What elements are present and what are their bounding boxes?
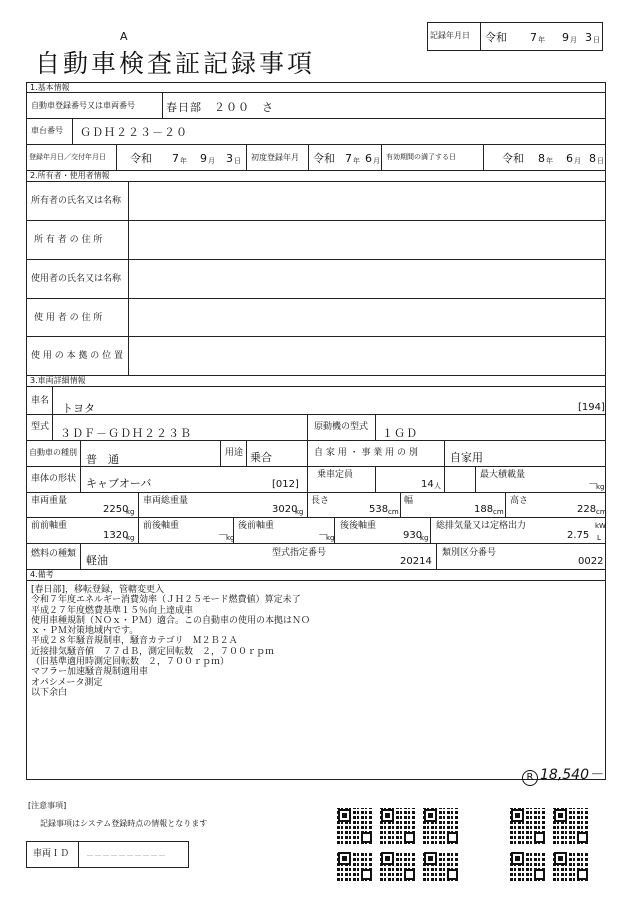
rear-rear-axle-value: 930 bbox=[403, 530, 423, 541]
width-value: 188 bbox=[474, 504, 494, 515]
reg-no-value: 春日部 ２００ さ bbox=[166, 101, 274, 114]
qr-code bbox=[337, 851, 373, 881]
kind-value: 普 通 bbox=[86, 453, 119, 466]
category-label: 類別区分番号 bbox=[442, 548, 497, 558]
sheet-mark: A bbox=[120, 30, 128, 43]
weight-label: 車両重量 bbox=[31, 496, 68, 506]
reg-date-label: 登録年月日／交付年月日 bbox=[29, 153, 106, 161]
owner-name-label: 所有者の氏名又は名称 bbox=[31, 196, 122, 206]
expiry-label: 有効期間の満了する日 bbox=[386, 153, 456, 161]
capacity-label: 乗車定員 bbox=[317, 470, 354, 480]
chassis-value: ＧＤＨ２２３－２０ bbox=[80, 126, 188, 139]
front-rear-axle-unit: kg bbox=[226, 534, 235, 542]
displacement-unit-kw: kW bbox=[595, 522, 606, 530]
remarks-line: オパシメータ測定 bbox=[31, 677, 103, 688]
remarks-line: 平成２８年騒音規制車，騒音カテゴリ Ｍ２Ｂ２Ａ bbox=[31, 636, 238, 647]
qr-code bbox=[510, 851, 546, 881]
displacement-unit-l: L bbox=[597, 534, 601, 542]
displacement-label: 総排気量又は定格出力 bbox=[436, 521, 527, 531]
shape-code: [012] bbox=[272, 479, 299, 490]
qr-code bbox=[423, 851, 459, 881]
section-2-heading: 2.所有者・使用者情報 bbox=[30, 171, 110, 180]
front-front-axle-label: 前前軸重 bbox=[31, 521, 68, 531]
qr-code bbox=[553, 808, 589, 844]
qr-code bbox=[380, 808, 416, 844]
rear-front-axle-unit: kg bbox=[326, 534, 335, 542]
rear-front-axle-label: 後前軸重 bbox=[238, 521, 275, 531]
designation-label: 型式指定番号 bbox=[272, 548, 327, 558]
section-3-heading: 3.車両詳細情報 bbox=[30, 376, 86, 385]
remarks-line: 平成２７年度燃費基準１５％向上達成車 bbox=[31, 605, 194, 616]
purpose-label: 自 家 用 ・ 事 業 用 の 別 bbox=[314, 448, 418, 458]
page-title: 自動車検査証記録事項 bbox=[35, 49, 316, 78]
chassis-label: 車台番号 bbox=[31, 126, 63, 135]
vehicle-id-value: －－－－－－－－－－ bbox=[86, 851, 166, 860]
length-unit: cm bbox=[388, 508, 399, 516]
qr-code bbox=[553, 851, 589, 881]
maker-label: 車名 bbox=[31, 396, 50, 406]
front-front-axle-unit: kg bbox=[126, 534, 135, 542]
qr-code bbox=[380, 851, 416, 881]
engine-value: １ＧＤ bbox=[382, 427, 418, 440]
vehicle-id-label: 車両ＩＤ bbox=[33, 849, 70, 859]
rear-front-axle-value: － bbox=[318, 530, 328, 541]
first-reg-label: 初度登録年月 bbox=[251, 153, 299, 162]
stamp-letter: R bbox=[526, 772, 534, 783]
engine-label: 原動機の型式 bbox=[314, 422, 369, 432]
remarks-line: 近接排気騒音値 ７７ｄＢ，測定回転数 ２，７００ｒｐｍ bbox=[31, 646, 275, 657]
notice-heading: [注意事項] bbox=[28, 801, 67, 810]
max-load-value: － bbox=[588, 479, 598, 490]
qr-code bbox=[510, 808, 546, 844]
notice-text: 記録事項はシステム登録時点の情報となります bbox=[40, 819, 208, 828]
gross-weight-unit: kg bbox=[295, 508, 304, 516]
record-date-label: 記録年月日 bbox=[430, 31, 470, 40]
remarks-line: 以下余白 bbox=[31, 687, 68, 698]
base-location-label: 使 用 の 本 拠 の 位 置 bbox=[31, 351, 124, 361]
capacity-value: 14 bbox=[421, 479, 434, 490]
capacity-unit: 人 bbox=[434, 482, 441, 490]
qr-code bbox=[337, 808, 373, 844]
shape-label: 車体の形状 bbox=[31, 474, 77, 484]
maker-value: トヨタ bbox=[62, 402, 95, 415]
designation-value: 20214 bbox=[400, 556, 432, 567]
height-label: 高さ bbox=[510, 496, 529, 506]
purpose-value: 自家用 bbox=[450, 451, 483, 464]
width-unit: cm bbox=[493, 508, 504, 516]
qr-code bbox=[423, 808, 459, 844]
weight-unit: kg bbox=[126, 508, 135, 516]
remarks-line: 使用車種規制（ＮＯｘ・ＰＭ）適合。この自動車の使用の本拠はＮＯ bbox=[31, 615, 311, 626]
fuel-label: 燃料の種類 bbox=[31, 549, 77, 559]
use-value: 乗合 bbox=[250, 451, 272, 464]
rear-rear-axle-unit: kg bbox=[420, 534, 429, 542]
gross-weight-label: 車両総重量 bbox=[143, 496, 189, 506]
max-load-label: 最大積載量 bbox=[480, 470, 526, 480]
owner-address-label: 所 有 者 の 住 所 bbox=[34, 235, 103, 245]
remarks-line: ｘ・ＰＭ対策地域内です。 bbox=[31, 626, 139, 637]
rear-rear-axle-label: 後後軸重 bbox=[340, 521, 377, 531]
user-name-label: 使用者の氏名又は名称 bbox=[31, 274, 122, 284]
stamp-number: 18,540－ bbox=[540, 767, 603, 783]
height-unit: cm bbox=[596, 508, 607, 516]
displacement-value: 2.75 bbox=[567, 530, 590, 541]
maker-code: [194] bbox=[578, 402, 605, 413]
stamp-circle bbox=[522, 770, 538, 786]
section-1-heading: 1.基本情報 bbox=[30, 83, 70, 92]
front-rear-axle-value: － bbox=[218, 530, 228, 541]
fuel-value: 軽油 bbox=[86, 554, 108, 567]
front-front-axle-value: 1320 bbox=[103, 530, 129, 541]
length-label: 長さ bbox=[311, 496, 330, 506]
remarks-line: （旧基準適用時測定回転数 ２，７００ｒｐｍ） bbox=[31, 657, 230, 668]
remarks-line: 令和７年度エネルギー消費効率（ＪＨ２５モード燃費値）算定未了 bbox=[31, 595, 301, 606]
model-label: 型式 bbox=[31, 422, 50, 432]
model-value: ３ＤＦ－ＧＤＨ２２３Ｂ bbox=[60, 427, 192, 440]
weight-value: 2250 bbox=[103, 504, 129, 515]
shape-value: キャブオーバ bbox=[86, 477, 152, 490]
height-value: 228 bbox=[577, 504, 597, 515]
length-value: 538 bbox=[369, 504, 389, 515]
reg-no-label: 自動車登録番号又は車両番号 bbox=[31, 101, 135, 110]
gross-weight-value: 3020 bbox=[272, 504, 298, 515]
kind-label: 自動車の種別 bbox=[29, 448, 77, 457]
user-address-label: 使 用 者 の 住 所 bbox=[34, 313, 103, 323]
category-value: 0022 bbox=[578, 556, 604, 567]
width-label: 幅 bbox=[404, 496, 414, 506]
remarks-line: マフラー加速騒音規制適用車 bbox=[31, 667, 149, 678]
use-label: 用途 bbox=[225, 448, 244, 458]
section-4-heading: 4.備考 bbox=[30, 570, 54, 579]
remarks-line: [春日部]，移転登録，管轄変更入 bbox=[31, 585, 165, 595]
front-rear-axle-label: 前後軸重 bbox=[143, 521, 180, 531]
remarks-block bbox=[31, 585, 310, 698]
max-load-unit: kg bbox=[596, 483, 605, 491]
